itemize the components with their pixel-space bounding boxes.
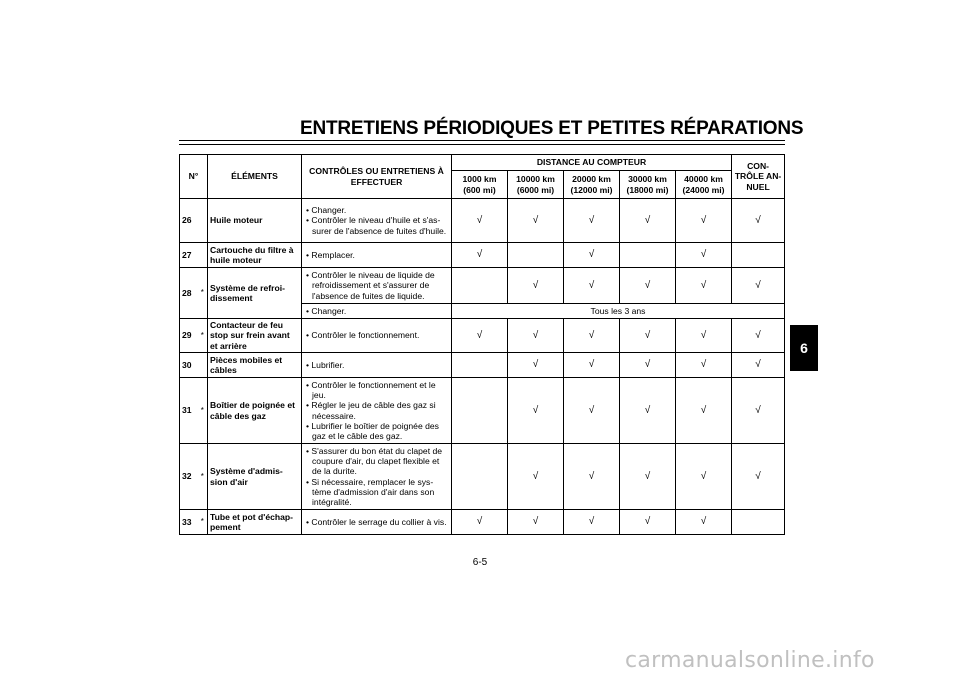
row-star: * — [198, 444, 208, 510]
check-cell: √ — [564, 444, 620, 510]
row-controls: • Contrôler le fonctionnement. — [302, 319, 452, 353]
table-row — [180, 243, 785, 268]
check-cell: √ — [564, 319, 620, 353]
table-row — [180, 510, 785, 535]
header-distance-2: 10000 km (6000 mi) — [508, 171, 564, 199]
check-cell: √ — [620, 378, 676, 444]
row-number: 26 — [180, 199, 198, 243]
check-cell: √ — [676, 378, 732, 444]
check-cell: √ — [732, 378, 785, 444]
row-element: Boîtier de poignée et câble des gaz — [208, 378, 302, 444]
header-controls: CONTRÔLES OU ENTRETIENS À EFFECTUER — [302, 155, 452, 199]
title-rule — [179, 140, 785, 145]
row-element: Pièces mobiles et câbles — [208, 353, 302, 378]
table-row — [180, 268, 785, 304]
check-cell: √ — [508, 319, 564, 353]
page-number: 6-5 — [472, 557, 488, 568]
interval-note: Tous les 3 ans — [452, 304, 785, 319]
row-controls: • Contrôler le niveau de liquide de refroidissement et s'assurer de l'absence de fuites de liquide. — [302, 268, 452, 304]
header-distance-3: 20000 km (12000 mi) — [564, 171, 620, 199]
table-row — [180, 444, 785, 510]
header-row — [180, 155, 785, 171]
row-number: 27 — [180, 243, 198, 268]
row-star — [198, 243, 208, 268]
row-element: Système de refroi-dissement — [208, 268, 302, 319]
empty-cell — [452, 268, 508, 304]
row-number: 30 — [180, 353, 198, 378]
check-cell: √ — [508, 353, 564, 378]
row-number: 28 — [180, 268, 198, 319]
check-cell: √ — [620, 199, 676, 243]
check-cell: √ — [676, 444, 732, 510]
check-cell: √ — [508, 199, 564, 243]
check-cell: √ — [564, 510, 620, 535]
check-cell: √ — [452, 319, 508, 353]
row-element: Tube et pot d'échap-pement — [208, 510, 302, 535]
row-number: 32 — [180, 444, 198, 510]
empty-cell — [732, 243, 785, 268]
check-cell: √ — [620, 319, 676, 353]
check-cell: √ — [676, 199, 732, 243]
watermark: carmanualsonline.info — [625, 648, 875, 673]
row-number: 29 — [180, 319, 198, 353]
row-controls: • Changer. • Contrôler le niveau d'huile et s'as-surer de l'absence de fuites d'huile. — [302, 199, 452, 243]
check-cell: √ — [620, 353, 676, 378]
check-cell: √ — [732, 268, 785, 304]
empty-cell — [620, 243, 676, 268]
empty-cell — [452, 378, 508, 444]
row-star — [198, 199, 208, 243]
check-cell: √ — [508, 378, 564, 444]
check-cell: √ — [508, 444, 564, 510]
empty-cell — [508, 243, 564, 268]
check-cell: √ — [564, 353, 620, 378]
row-controls: • S'assurer du bon état du clapet de coupure d'air, du clapet flexible et de la durite. • Si nécessaire, remplacer le sys-tème d'admission d'air dans son intégralité. — [302, 444, 452, 510]
check-cell: √ — [620, 444, 676, 510]
row-number: 33 — [180, 510, 198, 535]
header-no: N° — [180, 155, 208, 199]
check-cell: √ — [732, 444, 785, 510]
row-element: Huile moteur — [208, 199, 302, 243]
row-element: Système d'admis-sion d'air — [208, 444, 302, 510]
check-cell: √ — [732, 353, 785, 378]
header-annual: CON-TRÔLE AN-NUEL — [732, 155, 785, 199]
row-star: * — [198, 510, 208, 535]
row-star: * — [198, 319, 208, 353]
row-star: * — [198, 268, 208, 319]
check-cell: √ — [508, 268, 564, 304]
empty-cell — [452, 353, 508, 378]
check-cell: √ — [620, 268, 676, 304]
table-row — [180, 378, 785, 444]
row-controls: • Remplacer. — [302, 243, 452, 268]
check-cell: √ — [676, 353, 732, 378]
check-cell: √ — [564, 268, 620, 304]
check-cell: √ — [564, 199, 620, 243]
check-cell: √ — [564, 243, 620, 268]
row-controls: • Contrôler le serrage du collier à vis. — [302, 510, 452, 535]
check-cell: √ — [452, 199, 508, 243]
row-star: * — [198, 378, 208, 444]
row-element: Cartouche du filtre à huile moteur — [208, 243, 302, 268]
section-tab: 6 — [790, 325, 818, 371]
table-row — [180, 199, 785, 243]
table-row — [180, 319, 785, 353]
row-controls: • Changer. — [302, 304, 452, 319]
check-cell: √ — [732, 319, 785, 353]
check-cell: √ — [732, 199, 785, 243]
row-controls: • Lubrifier. — [302, 353, 452, 378]
check-cell: √ — [508, 510, 564, 535]
check-cell: √ — [676, 319, 732, 353]
row-number: 31 — [180, 378, 198, 444]
table-row — [180, 353, 785, 378]
header-distance-5: 40000 km (24000 mi) — [676, 171, 732, 199]
header-distance-4: 30000 km (18000 mi) — [620, 171, 676, 199]
header-elements: ÉLÉMENTS — [208, 155, 302, 199]
maintenance-table — [179, 154, 785, 535]
page-title: ENTRETIENS PÉRIODIQUES ET PETITES RÉPARATIONS — [300, 118, 804, 139]
row-controls: • Contrôler le fonctionnement et le jeu. • Régler le jeu de câble des gaz si nécessaire. • Lubrifier le boîtier de poignée des gaz et le câble des gaz. — [302, 378, 452, 444]
empty-cell — [732, 510, 785, 535]
check-cell: √ — [676, 510, 732, 535]
check-cell: √ — [564, 378, 620, 444]
check-cell: √ — [452, 510, 508, 535]
empty-cell — [452, 444, 508, 510]
check-cell: √ — [676, 243, 732, 268]
row-element: Contacteur de feu stop sur frein avant et arrière — [208, 319, 302, 353]
check-cell: √ — [452, 243, 508, 268]
check-cell: √ — [676, 268, 732, 304]
header-distance: DISTANCE AU COMPTEUR — [452, 155, 732, 171]
row-star — [198, 353, 208, 378]
check-cell: √ — [620, 510, 676, 535]
header-distance-1: 1000 km (600 mi) — [452, 171, 508, 199]
